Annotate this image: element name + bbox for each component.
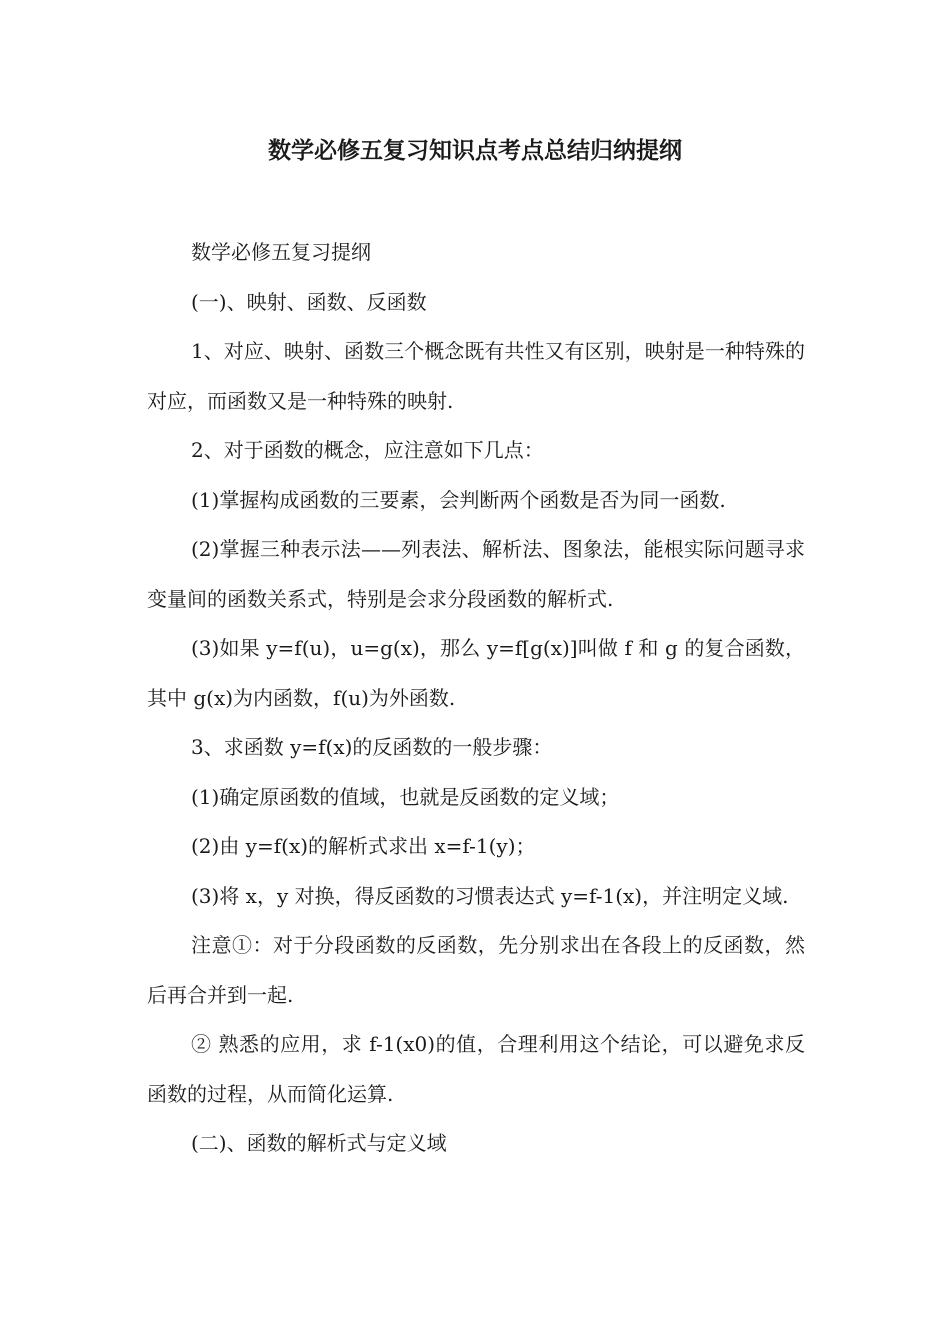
paragraph: 注意①：对于分段函数的反函数，先分别求出在各段上的反函数，然后再合并到一起. xyxy=(147,933,805,1007)
paragraph: 3、求函数 y=f(x)的反函数的一般步骤： xyxy=(191,735,553,759)
paragraph: 1、对应、映射、函数三个概念既有共性又有区别，映射是一种特殊的对应，而函数又是一种特殊的映射. xyxy=(147,339,805,413)
paragraph: (二)、函数的解析式与定义域 xyxy=(191,1131,447,1155)
paragraph: 数学必修五复习提纲 xyxy=(191,240,371,264)
paragraph: (3)将 x，y 对换，得反函数的习惯表达式 y=f-1(x)，并注明定义域. xyxy=(191,883,789,908)
document-body xyxy=(147,228,805,1169)
paragraph: (1)确定原函数的值域，也就是反函数的定义域； xyxy=(191,784,620,809)
paragraph: (一)、映射、函数、反函数 xyxy=(191,289,427,314)
paragraph: (2)掌握三种表示法——列表法、解析法、图象法，能根实际问题寻求变量间的函数关系式，特别是会求分段函数的解析式. xyxy=(147,537,805,611)
paragraph: (3)如果 y=f(u)，u=g(x)，那么 y=f[g(x)]叫做 f 和 g 的复合函数，其中 g(x)为内函数，f(u)为外函数. xyxy=(147,636,805,710)
paragraph: (1)掌握构成函数的三要素，会判断两个函数是否为同一函数. xyxy=(191,487,726,512)
paragraph: 2、对于函数的概念，应注意如下几点： xyxy=(191,438,544,462)
document-title: 数学必修五复习知识点考点总结归纳提纲 xyxy=(268,138,682,164)
paragraph: ② 熟悉的应用，求 f-1(x0)的值，合理利用这个结论，可以避免求反函数的过程，从而简化运算. xyxy=(147,1032,805,1106)
paragraph: (2)由 y=f(x)的解析式求出 x=f-1(y)； xyxy=(191,834,536,858)
